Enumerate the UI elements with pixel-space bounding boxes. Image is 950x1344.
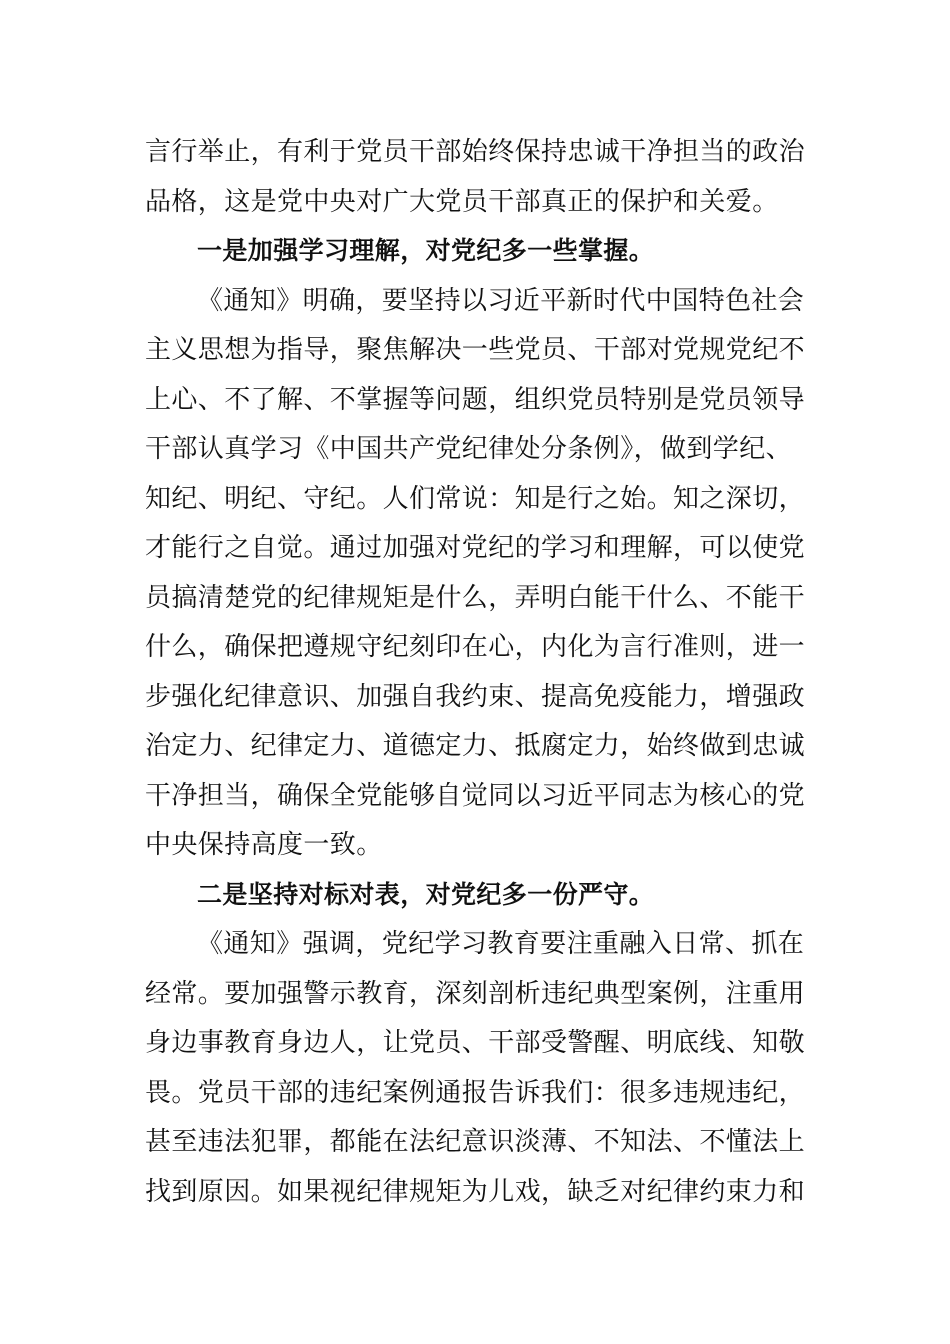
body-text-line: 品格，这是党中央对广大党员干部真正的保护和关爱。 bbox=[145, 187, 779, 217]
body-text-line: 什么，确保把遵规守纪刻印在心，内化为言行准则，进一 bbox=[145, 632, 806, 662]
body-text-line: 步强化纪律意识、加强自我约束、提高免疫能力，增强政 bbox=[145, 682, 806, 712]
body-text-line: 知纪、明纪、守纪。人们常说：知是行之始。知之深切， bbox=[145, 484, 806, 514]
body-text-line: 找到原因。如果视纪律规矩为儿戏，缺乏对纪律约束力和 bbox=[145, 1177, 806, 1207]
body-text-line: 言行举止，有利于党员干部始终保持忠诚干净担当的政治 bbox=[145, 137, 806, 167]
body-text-line: 治定力、纪律定力、道德定力、抵腐定力，始终做到忠诚 bbox=[145, 731, 806, 761]
body-text-line: 主义思想为指导，聚焦解决一些党员、干部对党规党纪不 bbox=[145, 335, 806, 365]
body-text-line: 畏。党员干部的违纪案例通报告诉我们：很多违规违纪， bbox=[145, 1078, 806, 1108]
section-heading: 二是坚持对标对表，对党纪多一份严守。 bbox=[197, 880, 655, 909]
body-text-line: 《通知》明确，要坚持以习近平新时代中国特色社会 bbox=[197, 286, 805, 316]
body-text-line: 甚至违法犯罪，都能在法纪意识淡薄、不知法、不懂法上 bbox=[145, 1127, 806, 1157]
body-text-line: 中央保持高度一致。 bbox=[145, 830, 383, 860]
body-text-line: 《通知》强调，党纪学习教育要注重融入日常、抓在 bbox=[197, 929, 805, 959]
body-text-line: 上心、不了解、不掌握等问题，组织党员特别是党员领导 bbox=[145, 385, 806, 415]
body-text-line: 身边事教育身边人，让党员、干部受警醒、明底线、知敬 bbox=[145, 1028, 806, 1058]
body-text-line: 干部认真学习《中国共产党纪律处分条例》，做到学纪、 bbox=[145, 434, 793, 464]
body-text-line: 才能行之自觉。通过加强对党纪的学习和理解，可以使党 bbox=[145, 533, 806, 563]
section-heading: 一是加强学习理解，对党纪多一些掌握。 bbox=[197, 236, 655, 265]
body-text-line: 员搞清楚党的纪律规矩是什么，弄明白能干什么、不能干 bbox=[145, 583, 806, 613]
body-text-line: 经常。要加强警示教育，深刻剖析违纪典型案例，注重用 bbox=[145, 979, 806, 1009]
body-text-line: 干净担当，确保全党能够自觉同以习近平同志为核心的党 bbox=[145, 781, 806, 811]
